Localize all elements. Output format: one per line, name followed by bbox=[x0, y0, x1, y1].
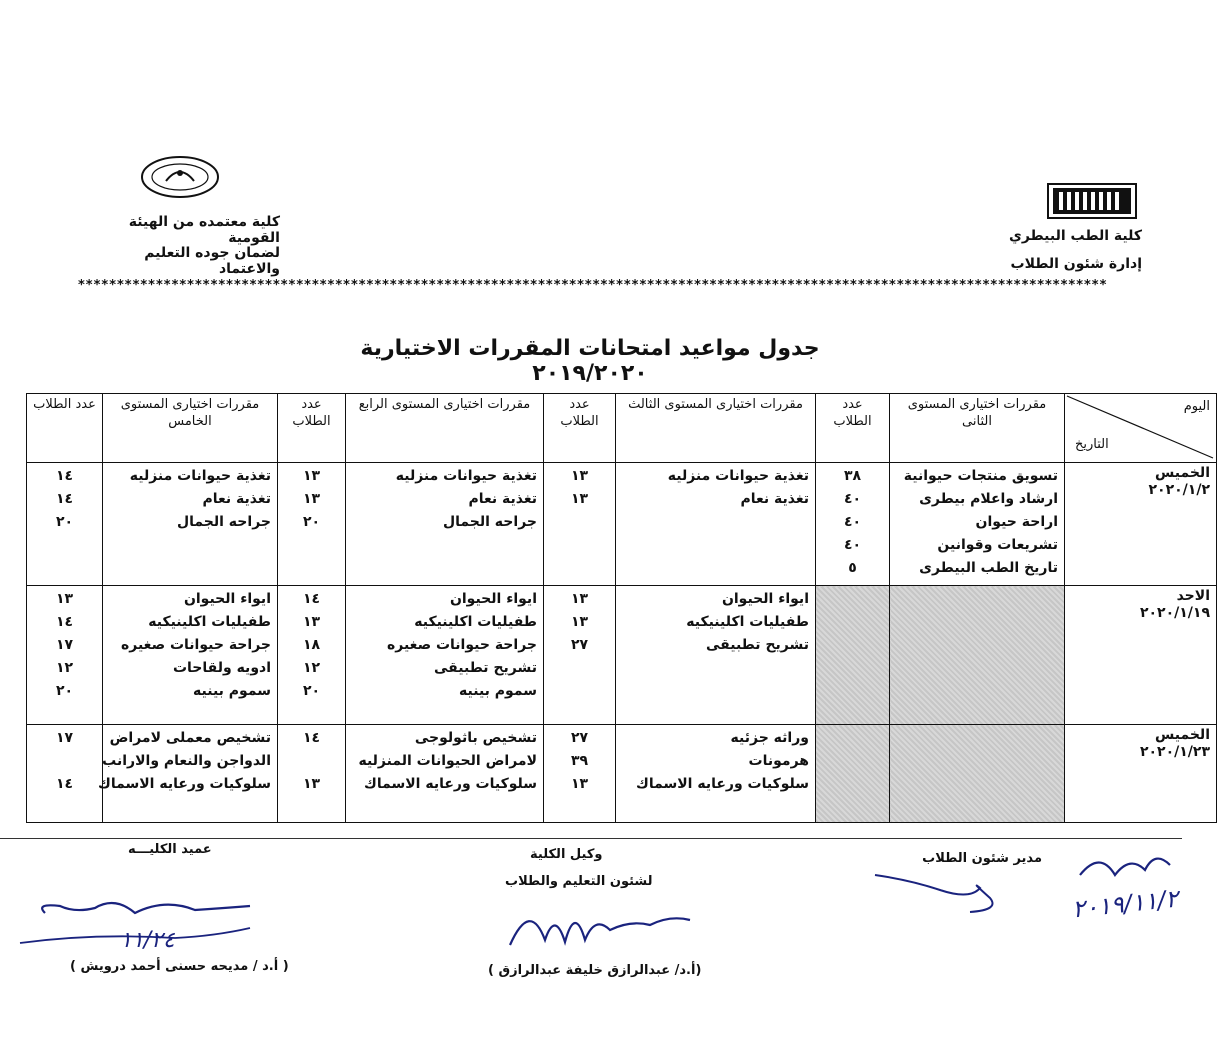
course-name: هرمونات bbox=[748, 753, 809, 769]
date-label: ٢٠٢٠/١/٢٣ bbox=[1139, 744, 1210, 760]
student-count: ١٣ bbox=[55, 591, 74, 607]
accreditation-seal bbox=[140, 155, 220, 199]
day-cell bbox=[1065, 463, 1217, 586]
student-count: ١٤ bbox=[302, 591, 321, 607]
l4-courses-cell bbox=[346, 586, 544, 725]
student-count: ١٤ bbox=[302, 730, 321, 746]
l3-count-cell bbox=[544, 463, 616, 586]
college-logo bbox=[1047, 183, 1137, 219]
handwritten-date-left: ١١/٢٤ bbox=[120, 928, 175, 953]
separator-line: ************************************************************************************************************************************ bbox=[78, 278, 1108, 293]
course-name: سموم بينيه bbox=[459, 683, 537, 699]
handwritten-date-right: ٢٠١٩/١١/٢ bbox=[1070, 884, 1180, 924]
l2-courses-cell-empty bbox=[890, 586, 1065, 725]
student-count: ٢٠ bbox=[302, 683, 321, 699]
student-affairs-title: مدير شئون الطلاب bbox=[922, 851, 1042, 866]
student-count: ١٣ bbox=[570, 614, 589, 630]
col-header-l3-count: عدد الطلاب bbox=[544, 394, 616, 463]
student-count: ١٣ bbox=[302, 468, 321, 484]
col-header-l4-count: عدد الطلاب bbox=[278, 394, 346, 463]
student-count bbox=[284, 750, 339, 773]
student-count: ٤٠ bbox=[843, 491, 862, 507]
l3-courses-cell bbox=[616, 586, 816, 725]
l5-courses-cell bbox=[98, 725, 278, 823]
l4-courses-cell bbox=[346, 725, 544, 823]
col-header-l4-courses: مقررات اختيارى المستوى الرابع bbox=[346, 394, 544, 463]
corner-date-label: التاريخ bbox=[1075, 437, 1109, 452]
l2-courses-cell-empty bbox=[890, 725, 1065, 823]
student-count: ٢٠ bbox=[55, 683, 74, 699]
course-name: تغذية نعام bbox=[468, 491, 537, 507]
student-count: ١٢ bbox=[55, 660, 74, 676]
course-name: تسويق منتجات حيوانية bbox=[903, 468, 1058, 484]
course-name: ادويه ولقاحات bbox=[172, 660, 271, 676]
vice-dean-title: وكيل الكلية bbox=[530, 847, 603, 862]
student-count: ١٢ bbox=[302, 660, 321, 676]
l3-count-cell bbox=[544, 725, 616, 823]
day-label: الخميس bbox=[1154, 465, 1210, 481]
l5-courses-cell bbox=[103, 586, 278, 725]
course-name: طفيليات اكلينيكيه bbox=[414, 614, 537, 630]
page-title: جدول مواعيد امتحانات المقررات الاختيارية ٢٠١٩/٢٠٢٠ bbox=[360, 336, 820, 386]
vice-dean-signature bbox=[500, 890, 700, 960]
l4-count-cell bbox=[278, 463, 346, 586]
corner-cell bbox=[1065, 394, 1217, 463]
course-name: طفيليات اكلينيكيه bbox=[148, 614, 271, 630]
student-count: ٤٠ bbox=[843, 514, 862, 530]
l4-count-cell bbox=[278, 725, 346, 823]
exam-schedule-table bbox=[26, 393, 1217, 823]
student-count: ١٣ bbox=[570, 776, 589, 792]
date-label: ٢٠٢٠/١/٢ bbox=[1148, 482, 1210, 498]
col-header-l2-count: عدد الطلاب bbox=[816, 394, 890, 463]
student-count: ٣٩ bbox=[570, 753, 589, 769]
course-name: سلوكيات ورعايه الاسماك bbox=[636, 776, 809, 792]
student-count: ٢٧ bbox=[570, 637, 589, 653]
l3-courses-cell bbox=[616, 725, 816, 823]
student-count: ٢٠ bbox=[55, 514, 74, 530]
student-count: ١٤ bbox=[55, 614, 74, 630]
course-name: تغذية حيوانات منزليه bbox=[395, 468, 537, 484]
col-header-l3-courses: مقررات اختيارى المستوى الثالث bbox=[616, 394, 816, 463]
course-name: جراحه الجمال bbox=[177, 514, 271, 530]
student-count: ٥ bbox=[848, 560, 857, 576]
bottom-rule bbox=[0, 838, 1182, 839]
day-label: الاحد bbox=[1176, 588, 1210, 604]
course-name: جراحه الجمال bbox=[443, 514, 537, 530]
accreditation-line1: كلية معتمده من الهيئة القومية bbox=[128, 214, 280, 246]
l3-courses-cell bbox=[616, 463, 816, 586]
col-header-l2-courses: مقررات اختيارى المستوى الثانى bbox=[890, 394, 1065, 463]
course-name: ايواء الحيوان bbox=[449, 591, 537, 607]
vice-dean-name: ( أ.د/ عبدالرازق خليفة عبدالرازق) bbox=[488, 963, 702, 978]
student-count bbox=[33, 750, 96, 773]
course-name: تشخيص معملى لامراض bbox=[109, 730, 271, 746]
student-count: ١٧ bbox=[55, 730, 74, 746]
l3-count-cell bbox=[544, 586, 616, 725]
department-name: إدارة شئون الطلاب bbox=[1010, 256, 1142, 272]
table-row bbox=[27, 586, 1217, 725]
student-affairs-signature bbox=[870, 870, 1020, 920]
student-count: ١٧ bbox=[55, 637, 74, 653]
course-name: تغذية حيوانات منزليه bbox=[667, 468, 809, 484]
course-name: الدواجن والنعام والارانب bbox=[102, 753, 271, 769]
student-count: ١٣ bbox=[570, 468, 589, 484]
course-name: سموم بينيه bbox=[193, 683, 271, 699]
college-name: كلية الطب البيطري bbox=[1009, 228, 1142, 244]
course-name: جراحة حيوانات صغيره bbox=[386, 637, 537, 653]
vice-dean-subtitle: لشئون التعليم والطلاب bbox=[505, 874, 653, 889]
l4-count-cell bbox=[278, 586, 346, 725]
student-count: ١٣ bbox=[570, 491, 589, 507]
student-count: ٢٧ bbox=[570, 730, 589, 746]
l5-count-cell bbox=[27, 463, 103, 586]
course-name: تاريخ الطب البيطرى bbox=[919, 560, 1058, 576]
student-count: ١٤ bbox=[55, 776, 74, 792]
course-name: تغذية نعام bbox=[740, 491, 809, 507]
col-header-l5-count: عدد الطلاب bbox=[27, 394, 103, 463]
course-name: طفيليات اكلينيكيه bbox=[686, 614, 809, 630]
course-name: تشخيص باثولوجى bbox=[414, 730, 537, 746]
course-name: اراحة حيوان bbox=[975, 514, 1058, 530]
course-name: تشريح تطبيقى bbox=[706, 637, 809, 653]
accreditation-line2: لضمان جوده التعليم والاعتماد bbox=[144, 245, 280, 277]
course-name: سلوكيات ورعايه الاسماك bbox=[98, 776, 271, 792]
l2-count-cell bbox=[816, 463, 890, 586]
college-logo-icon bbox=[1047, 183, 1137, 219]
dean-name: ( أ.د / مديحه حسنى أحمد درويش ) bbox=[70, 959, 289, 974]
l5-count-cell bbox=[27, 586, 103, 725]
course-name: تشريعات وقوانين bbox=[937, 537, 1058, 553]
student-count: ١٣ bbox=[570, 591, 589, 607]
student-count: ٤٠ bbox=[843, 537, 862, 553]
course-name: تغذية نعام bbox=[202, 491, 271, 507]
course-name: تشريح تطبيقى bbox=[434, 660, 537, 676]
student-count: ١٣ bbox=[302, 491, 321, 507]
col-header-l5-courses: مقررات اختيارى المستوى الخامس bbox=[103, 394, 278, 463]
student-count: ١٣ bbox=[302, 614, 321, 630]
course-name: تغذية حيوانات منزليه bbox=[129, 468, 271, 484]
student-count: ١٤ bbox=[55, 491, 74, 507]
student-count: ١٨ bbox=[302, 637, 321, 653]
date-label: ٢٠٢٠/١/١٩ bbox=[1139, 605, 1210, 621]
course-name: وراثه جزئيه bbox=[730, 730, 809, 746]
course-name: جراحة حيوانات صغيره bbox=[120, 637, 271, 653]
l2-courses-cell bbox=[890, 463, 1065, 586]
student-count: ٣٨ bbox=[843, 468, 862, 484]
l5-courses-cell bbox=[103, 463, 278, 586]
table-row bbox=[27, 463, 1217, 586]
student-count: ١٣ bbox=[302, 776, 321, 792]
day-cell bbox=[1065, 725, 1217, 823]
l4-courses-cell bbox=[346, 463, 544, 586]
day-cell bbox=[1065, 586, 1217, 725]
l5-count-cell bbox=[27, 725, 103, 823]
student-count: ١٤ bbox=[55, 468, 74, 484]
course-name: ايواء الحيوان bbox=[721, 591, 809, 607]
l2-count-cell-empty bbox=[816, 725, 890, 823]
course-name: ايواء الحيوان bbox=[183, 591, 271, 607]
table-header-row bbox=[27, 394, 1217, 463]
student-count: ٢٠ bbox=[302, 514, 321, 530]
l2-count-cell-empty bbox=[816, 586, 890, 725]
table-row bbox=[27, 725, 1217, 823]
dean-title: عميد الكليـــه bbox=[128, 842, 212, 857]
corner-day-label: اليوم bbox=[1183, 399, 1210, 414]
accreditation-seal-icon bbox=[140, 155, 220, 199]
day-label: الخميس bbox=[1154, 727, 1210, 743]
course-name: ارشاد واعلام بيطرى bbox=[919, 491, 1058, 507]
course-name: لامراض الحيوانات المنزليه bbox=[358, 753, 537, 769]
course-name: سلوكيات ورعايه الاسماك bbox=[364, 776, 537, 792]
